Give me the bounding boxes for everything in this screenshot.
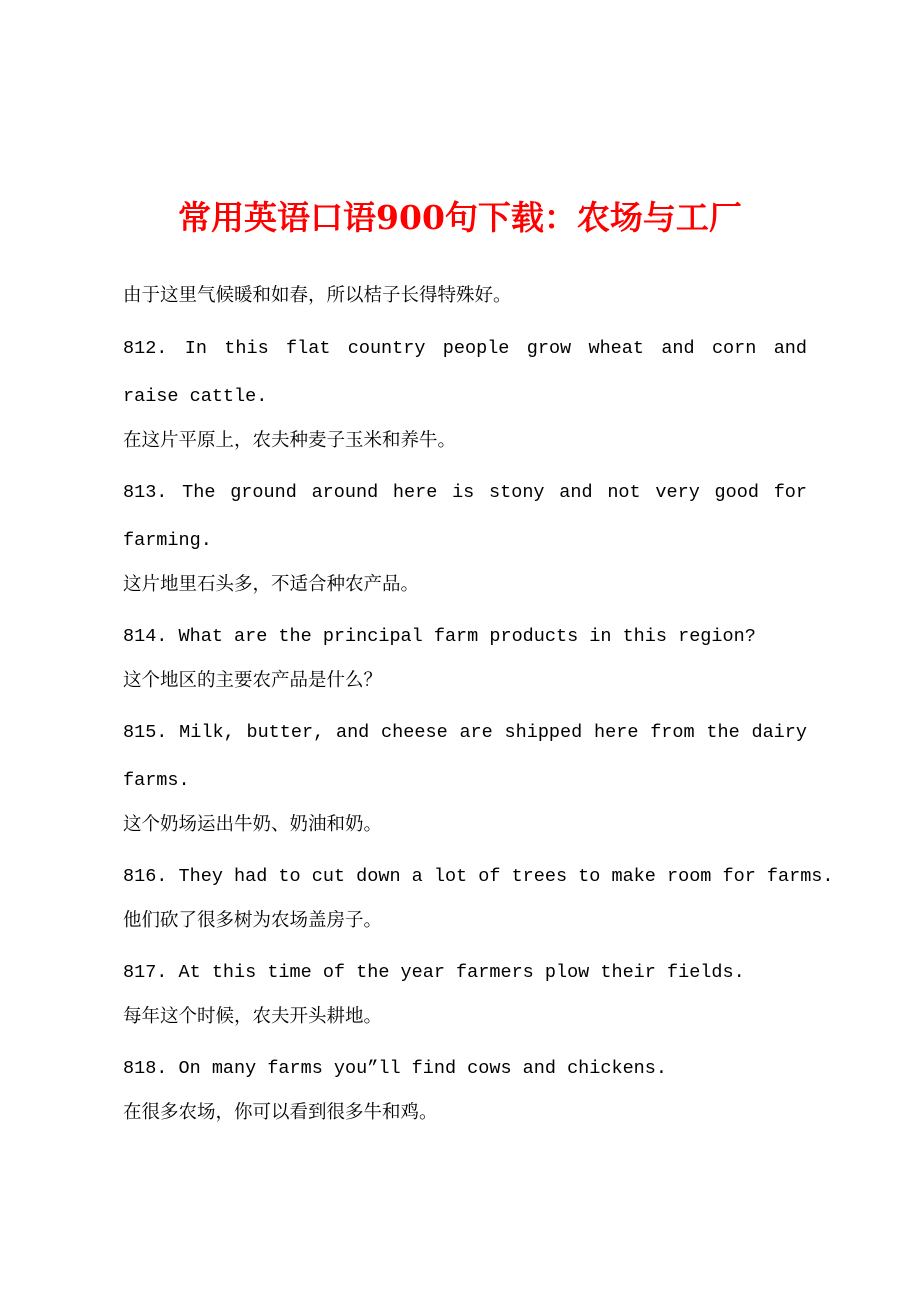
entry-812 bbox=[123, 325, 807, 461]
entry-english: 818. On many farms you”ll find cows and chickens. bbox=[123, 1058, 667, 1079]
entry-english: 816. They had to cut down a lot of trees to make room for farms. bbox=[123, 866, 834, 887]
entry-chinese: 每年这个时候，农夫开头耕地。 bbox=[123, 1006, 383, 1027]
entry-chinese: 在很多农场，你可以看到很多牛和鸡。 bbox=[123, 1102, 438, 1123]
entry-chinese: 这片地里石头多，不适合种农产品。 bbox=[123, 574, 420, 595]
entry-814 bbox=[123, 613, 807, 701]
entry-english: 817. At this time of the year farmers plow their fields. bbox=[123, 962, 745, 983]
entry-818 bbox=[123, 1045, 807, 1133]
entry-816 bbox=[123, 853, 834, 941]
entry-813 bbox=[123, 469, 807, 605]
page-title: 常用英语口语900句下载：农场与工厂 bbox=[178, 198, 742, 237]
entry-chinese: 这个奶场运出牛奶、奶油和奶。 bbox=[123, 814, 383, 835]
entry-english: 812. In this flat country people grow wheat and corn and raise cattle. bbox=[123, 338, 807, 407]
entry-chinese: 这个地区的主要农产品是什么？ bbox=[123, 670, 383, 691]
entry-english: 814. What are the principal farm products in this region? bbox=[123, 626, 756, 647]
entry-817 bbox=[123, 949, 807, 1037]
entry-english: 813. The ground around here is stony and not very good for farming. bbox=[123, 482, 807, 551]
entry-815 bbox=[123, 709, 807, 845]
entry-english: 815. Milk, butter, and cheese are shipped here from the dairy farms. bbox=[123, 722, 807, 791]
entry-chinese: 他们砍了很多树为农场盖房子。 bbox=[123, 910, 383, 931]
intro-translation: 由于这里气候暖和如春，所以桔子长得特殊好。 bbox=[123, 285, 512, 306]
entry-chinese: 在这片平原上，农夫种麦子玉米和养牛。 bbox=[123, 430, 457, 451]
document-body bbox=[123, 276, 834, 1133]
